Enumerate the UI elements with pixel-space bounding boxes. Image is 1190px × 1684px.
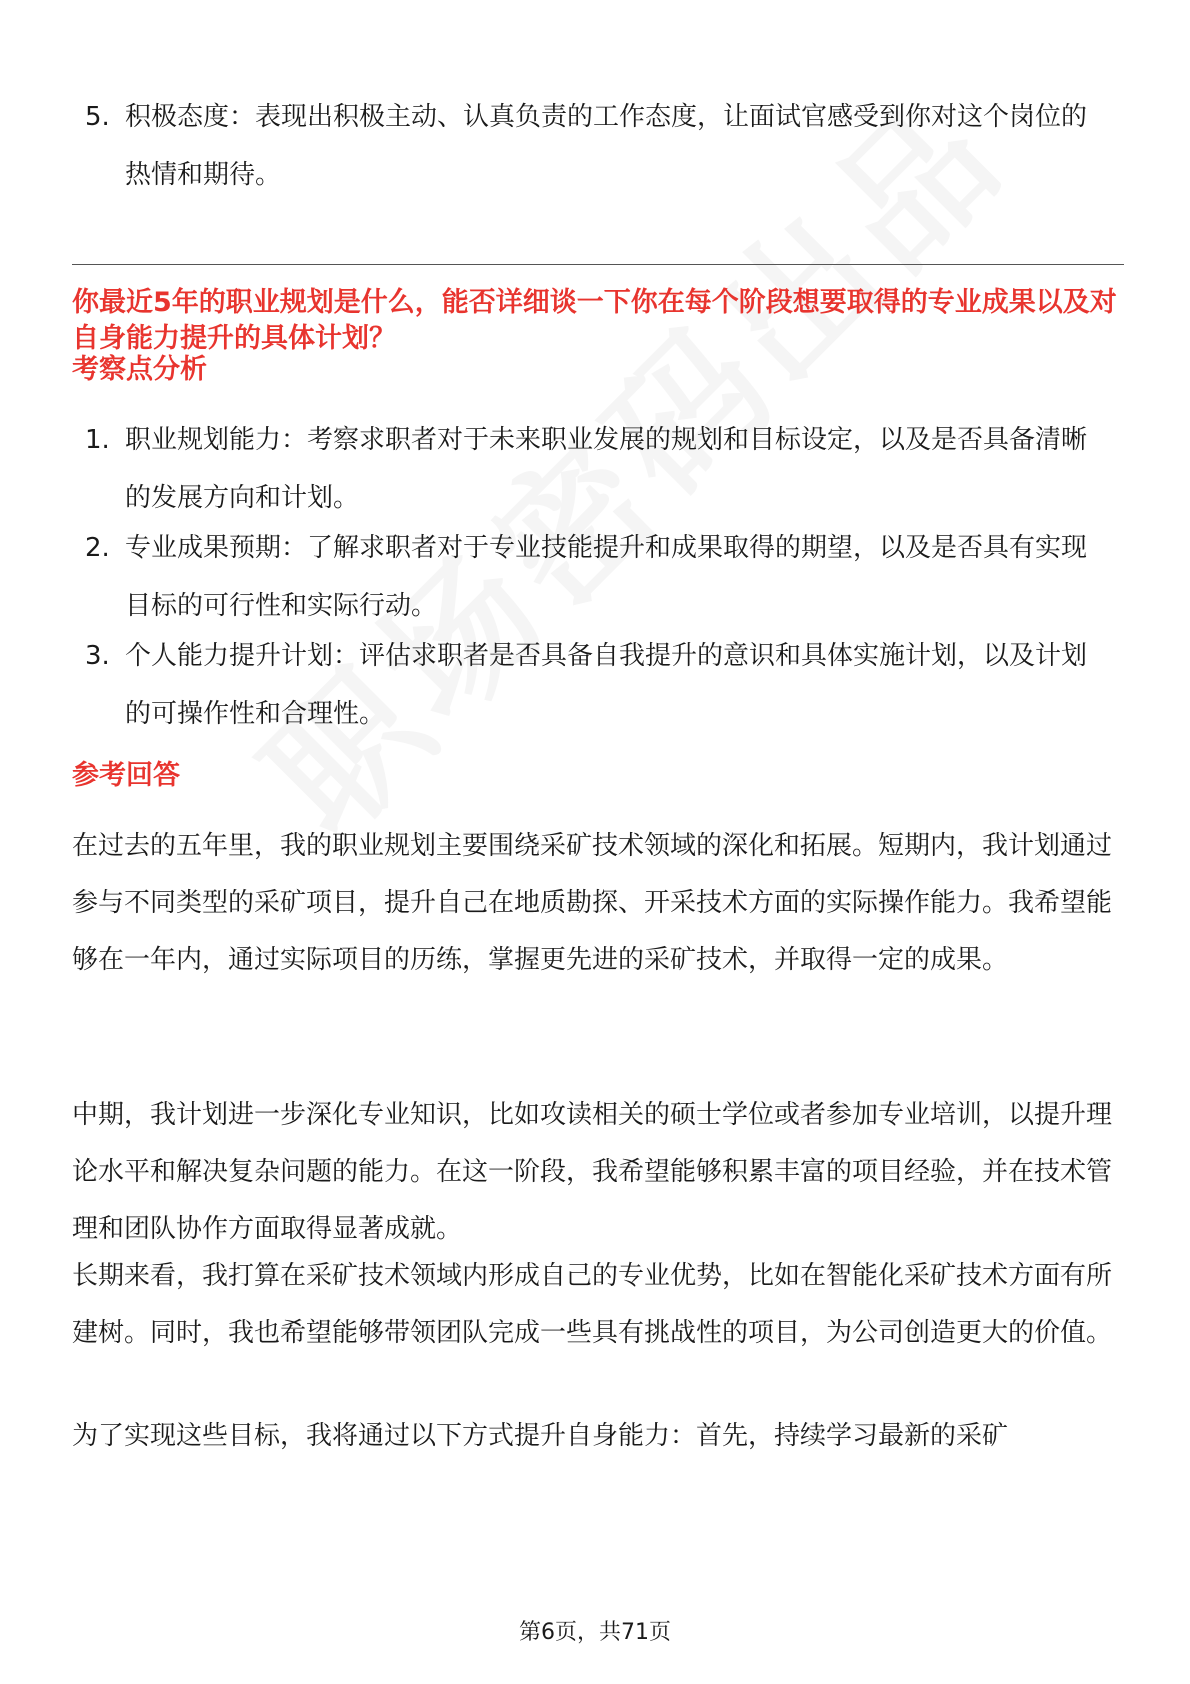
list-text: 积极态度：表现出积极主动、认真负责的工作态度，让面试官感受到你对这个岗位的热情和期待。 xyxy=(125,102,1088,190)
list-number: 2. xyxy=(85,533,110,563)
list-number: 3. xyxy=(85,641,110,671)
answer-heading: 参考回答 xyxy=(72,760,180,791)
answer-paragraph-1: 在过去的五年里，我的职业规划主要围绕采矿技术领域的深化和拓展。短期内，我计划通过参与不同类型的采矿项目，提升自己在地质勘探、开采技术方面的实际操作能力。我希望能够在一年内，通过实际项目的历练，掌握更先进的采矿技术，并取得一定的成果。 xyxy=(72,831,1113,975)
question-title: 你最近5年的职业规划是什么，能否详细谈一下你在每个阶段想要取得的专业成果以及对自身能力提升的具体计划？ xyxy=(72,287,1117,354)
answer-paragraph-4: 为了实现这些目标，我将通过以下方式提升自身能力：首先，持续学习最新的采矿 xyxy=(72,1421,1009,1451)
list-text: 职业规划能力：考察求职者对于未来职业发展的规划和目标设定，以及是否具备清晰的发展方向和计划。 xyxy=(125,425,1088,513)
section-divider xyxy=(72,264,1124,265)
answer-paragraph-2: 中期，我计划进一步深化专业知识，比如攻读相关的硕士学位或者参加专业培训，以提升理论水平和解决复杂问题的能力。在这一阶段，我希望能够积累丰富的项目经验，并在技术管理和团队协作方面取得显著成就。 xyxy=(72,1100,1113,1244)
list-text: 专业成果预期：了解求职者对于专业技能提升和成果取得的期望，以及是否具有实现目标的可行性和实际行动。 xyxy=(125,533,1088,621)
analysis-heading: 考察点分析 xyxy=(72,354,207,385)
list-number: 5. xyxy=(85,102,110,132)
page-footer: 第6页，共71页 xyxy=(519,1620,671,1645)
answer-paragraph-3: 长期来看，我打算在采矿技术领域内形成自己的专业优势，比如在智能化采矿技术方面有所建树。同时，我也希望能够带领团队完成一些具有挑战性的项目，为公司创造更大的价值。 xyxy=(72,1261,1113,1348)
list-number: 1. xyxy=(85,425,110,455)
list-text: 个人能力提升计划：评估求职者是否具备自我提升的意识和具体实施计划，以及计划的可操作性和合理性。 xyxy=(125,641,1088,729)
